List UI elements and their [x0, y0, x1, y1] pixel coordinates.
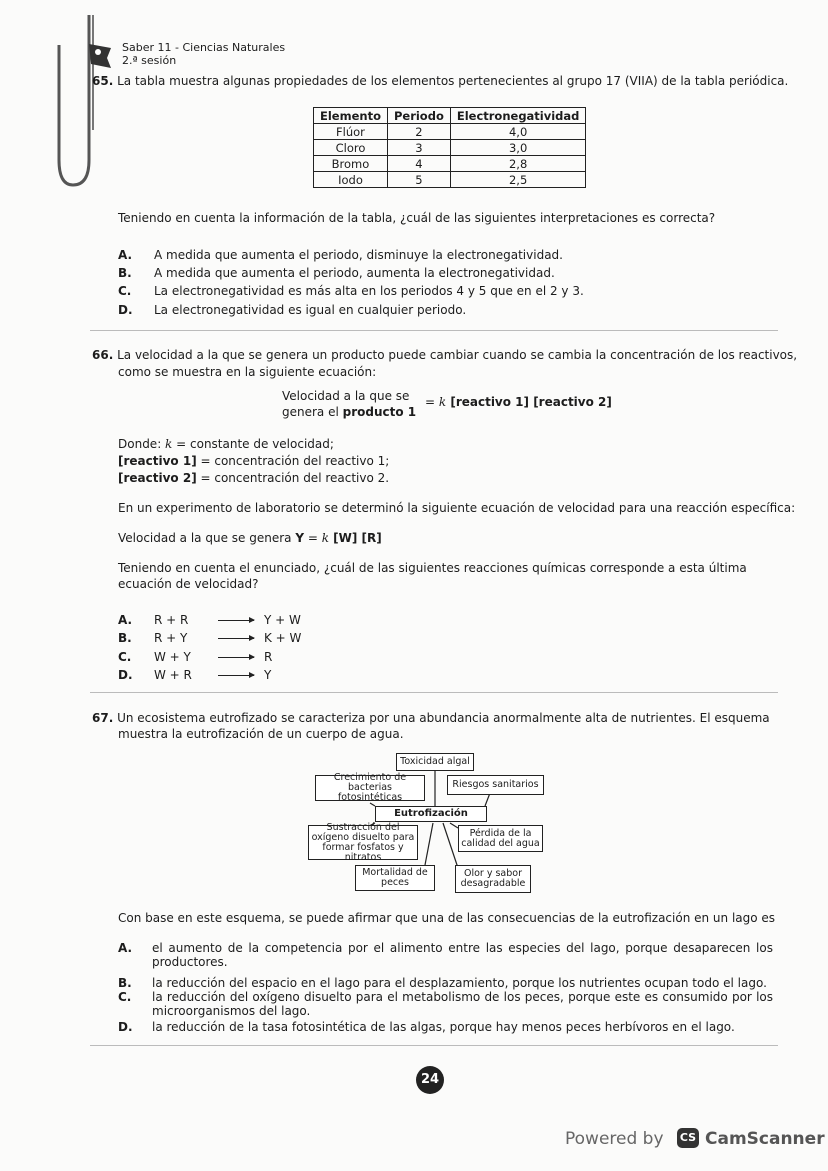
text — [450, 823, 458, 828]
equation-right — [425, 395, 612, 409]
q65-table-rows-3-1: 5 — [387, 172, 450, 188]
q66-specific-c: = — [304, 531, 322, 545]
node-olor: Olor y sabor desagradable — [455, 865, 531, 893]
q66-options-3-products: Y — [264, 668, 272, 682]
q66-option-a[interactable] — [118, 613, 301, 627]
q65-options-3-letter: D. — [118, 303, 133, 317]
q65-table-rows-1-2: 3,0 — [450, 140, 586, 156]
node-calidad: Pérdida de la calidad del agua — [458, 825, 543, 852]
q65-table-rows-2-1: 4 — [387, 156, 450, 172]
q67-option-c[interactable] — [118, 990, 773, 1018]
q67-options-2-letter: C. — [118, 990, 132, 1004]
table-header-row — [314, 108, 586, 124]
specific-equation — [118, 531, 382, 545]
definition-k — [118, 437, 334, 451]
q66-eq-right-b: [reactivo 1] [reactivo 2] — [446, 395, 612, 409]
q66-options-0-reactants: R + R — [154, 613, 189, 627]
elements-table — [313, 107, 586, 188]
arrow-icon — [218, 638, 254, 639]
q65-table-headers-0: Elemento — [314, 108, 388, 124]
q66-options-0-letter: A. — [118, 613, 133, 627]
q65-table-rows-3-0: Iodo — [314, 172, 388, 188]
q65-table-rows-1-0: Cloro — [314, 140, 388, 156]
header-session: 2.ª sesión — [122, 54, 177, 67]
q66-eq-left2b: producto 1 — [342, 405, 417, 419]
q65-table-rows-1-1: 3 — [387, 140, 450, 156]
q65-options-1-text: A medida que aumenta el periodo, aumenta la electronegatividad. — [154, 266, 555, 280]
q66-options-1-reactants: R + Y — [154, 631, 188, 645]
table-row — [314, 124, 586, 140]
q67-options-2-text: la reducción del oxígeno disuelto para el metabolismo de los peces, porque este es consumido por los microorganismos del lago. — [152, 990, 773, 1018]
q67-options-1-text: la reducción del espacio en el lago para el desplazamiento, porque los nutrientes ocupan todo el lago. — [152, 976, 767, 990]
watermark-powered: Powered by — [565, 1129, 664, 1149]
q65-options-2-text: La electronegatividad es más alta en los periodos 4 y 5 que en el 2 y 3. — [154, 284, 584, 298]
q65-table-rows-3-2: 2,5 — [450, 172, 586, 188]
q65-option-a[interactable] — [118, 248, 563, 262]
node-toxicidad: Toxicidad algal — [396, 753, 474, 771]
q66-number: 66. — [92, 348, 114, 362]
q66-options-3-reactants: W + R — [154, 668, 192, 682]
node-riesgos: Riesgos sanitarios — [447, 775, 544, 795]
q67-stem1: Un ecosistema eutrofizado se caracteriza por una abundancia anormalmente alta de nutrientes. El esquema — [117, 711, 770, 725]
q65-table-rows-2-2: 2,8 — [450, 156, 586, 172]
q66-options-1-products: K + W — [264, 631, 302, 645]
q66-donde-0-c: = constante de velocidad; — [172, 437, 334, 451]
flag-logo-icon — [85, 40, 115, 70]
q66-specific-k: k — [321, 531, 329, 545]
q67-question: Con base en este esquema, se puede afirmar que una de las consecuencias de la eutrofización en un lago es — [118, 911, 776, 925]
q66-options-2-letter: C. — [118, 650, 132, 664]
q65-table-headers-2: Electronegatividad — [450, 108, 586, 124]
q67-stem — [92, 711, 770, 725]
q67-option-b[interactable] — [118, 976, 773, 990]
arrow-icon — [218, 657, 254, 658]
q66-donde-1-a: [reactivo 1] — [118, 454, 197, 468]
watermark-brand: CamScanner — [705, 1129, 825, 1149]
q65-options-1-letter: B. — [118, 266, 132, 280]
arrow-icon — [218, 620, 254, 621]
q65-table-rows-0-2: 4,0 — [450, 124, 586, 140]
q66-specific-d: [W] [R] — [328, 531, 382, 545]
q66-donde-2-c: = concentración del reactivo 2. — [196, 471, 390, 485]
q66-option-b[interactable] — [118, 631, 301, 645]
q67-options-3-text: la reducción de la tasa fotosintética de las algas, porque hay menos peces herbívoros en el lago. — [152, 1020, 735, 1034]
q66-options-1-letter: B. — [118, 631, 132, 645]
arrow-icon — [218, 675, 254, 676]
q65-options-0-text: A medida que aumenta el periodo, disminuye la electronegatividad. — [154, 248, 563, 262]
q67-option-d[interactable] — [118, 1020, 773, 1034]
eutrophication-diagram — [300, 745, 560, 895]
q66-options-2-products: R — [264, 650, 273, 664]
camscanner-logo-icon: CS — [677, 1128, 699, 1148]
divider — [90, 692, 778, 693]
text — [443, 823, 458, 868]
q66-donde-0-a: Donde: — [118, 437, 166, 451]
q66-specific-a: Velocidad a la que se genera — [118, 531, 296, 545]
q65-table-headers-1: Periodo — [387, 108, 450, 124]
q65-options-0-letter: A. — [118, 248, 133, 262]
q67-options-0-letter: A. — [118, 941, 133, 955]
q66-options-2-reactants: W + Y — [154, 650, 191, 664]
binder-clip-icon — [55, 10, 105, 190]
equation-left-2 — [282, 405, 416, 419]
q65-stem: La tabla muestra algunas propiedades de los elementos pertenecientes al grupo 17 (VIIA) de la tabla periódica. — [117, 74, 789, 88]
node-oxigeno: Sustracción del oxígeno disuelto para formar fosfatos y nitratos — [308, 825, 418, 860]
node-bacterias: Crecimiento de bacterias fotosintéticas — [315, 775, 425, 801]
equation-left-1: Velocidad a la que se — [282, 389, 410, 403]
q66-question-2: ecuación de velocidad? — [118, 577, 259, 591]
node-eutrofizacion: Eutrofización — [375, 806, 487, 822]
q66-experiment: En un experimento de laboratorio se determinó la siguiente ecuación de velocidad para una reacción específica: — [118, 501, 796, 515]
q66-option-c[interactable] — [118, 650, 272, 664]
header-title: Saber 11 - Ciencias Naturales — [122, 41, 286, 54]
definition-reactivo-2 — [118, 471, 389, 485]
q65-option-b[interactable] — [118, 266, 555, 280]
text — [95, 49, 101, 55]
q65-question: Teniendo en cuenta la información de la tabla, ¿cuál de las siguientes interpretaciones es correcta? — [118, 211, 716, 225]
table-row — [314, 140, 586, 156]
q66-eq-k: k — [438, 395, 447, 409]
table-row — [314, 172, 586, 188]
q67-option-a[interactable] — [118, 941, 773, 969]
q66-eq-right-a: = — [425, 395, 439, 409]
q66-donde-0-b: k — [165, 437, 173, 451]
q67-options-0-text: el aumento de la competencia por el alimento entre las especies del lago, porque desaparecen los productores. — [152, 941, 773, 969]
definition-reactivo-1 — [118, 454, 389, 468]
node-mortalidad: Mortalidad de peces — [355, 865, 435, 891]
q66-donde-1-c: = concentración del reactivo 1; — [196, 454, 390, 468]
table-row — [314, 156, 586, 172]
q66-specific-b: Y — [295, 531, 305, 545]
q66-eq-left2a: genera el — [282, 405, 343, 419]
q67-options-1-letter: B. — [118, 976, 132, 990]
q66-option-d[interactable] — [118, 668, 271, 682]
q67-stem-2: muestra la eutrofización de un cuerpo de agua. — [118, 727, 404, 741]
text — [314, 108, 586, 188]
q65-number: 65. — [92, 74, 114, 88]
divider — [90, 330, 778, 331]
q65-option-d[interactable] — [118, 303, 466, 317]
q66-options-0-products: Y + W — [264, 613, 301, 627]
text — [425, 823, 433, 865]
q65-table-rows-0-0: Flúor — [314, 124, 388, 140]
q67-number: 67. — [92, 711, 114, 725]
q66-stem1: La velocidad a la que se genera un producto puede cambiar cuando se cambia la concentración de los reactivos, — [117, 348, 798, 362]
text — [89, 44, 111, 68]
q65-options-3-text: La electronegatividad es igual en cualquier periodo. — [154, 303, 467, 317]
q67-options-3-letter: D. — [118, 1020, 133, 1034]
q65-table-rows-2-0: Bromo — [314, 156, 388, 172]
page-number: 24 — [416, 1066, 444, 1094]
q65-stem — [92, 74, 788, 88]
q65-options-2-letter: C. — [118, 284, 132, 298]
q66-stem — [92, 348, 797, 362]
q66-options-3-letter: D. — [118, 668, 133, 682]
q65-option-c[interactable] — [118, 284, 584, 298]
q66-donde-2-a: [reactivo 2] — [118, 471, 197, 485]
q65-table-rows-0-1: 2 — [387, 124, 450, 140]
divider — [90, 1045, 778, 1046]
q66-question-1: Teniendo en cuenta el enunciado, ¿cuál de las siguientes reacciones químicas corresponde a esta última — [118, 561, 747, 575]
q66-stem-2: como se muestra en la siguiente ecuación: — [118, 365, 377, 379]
